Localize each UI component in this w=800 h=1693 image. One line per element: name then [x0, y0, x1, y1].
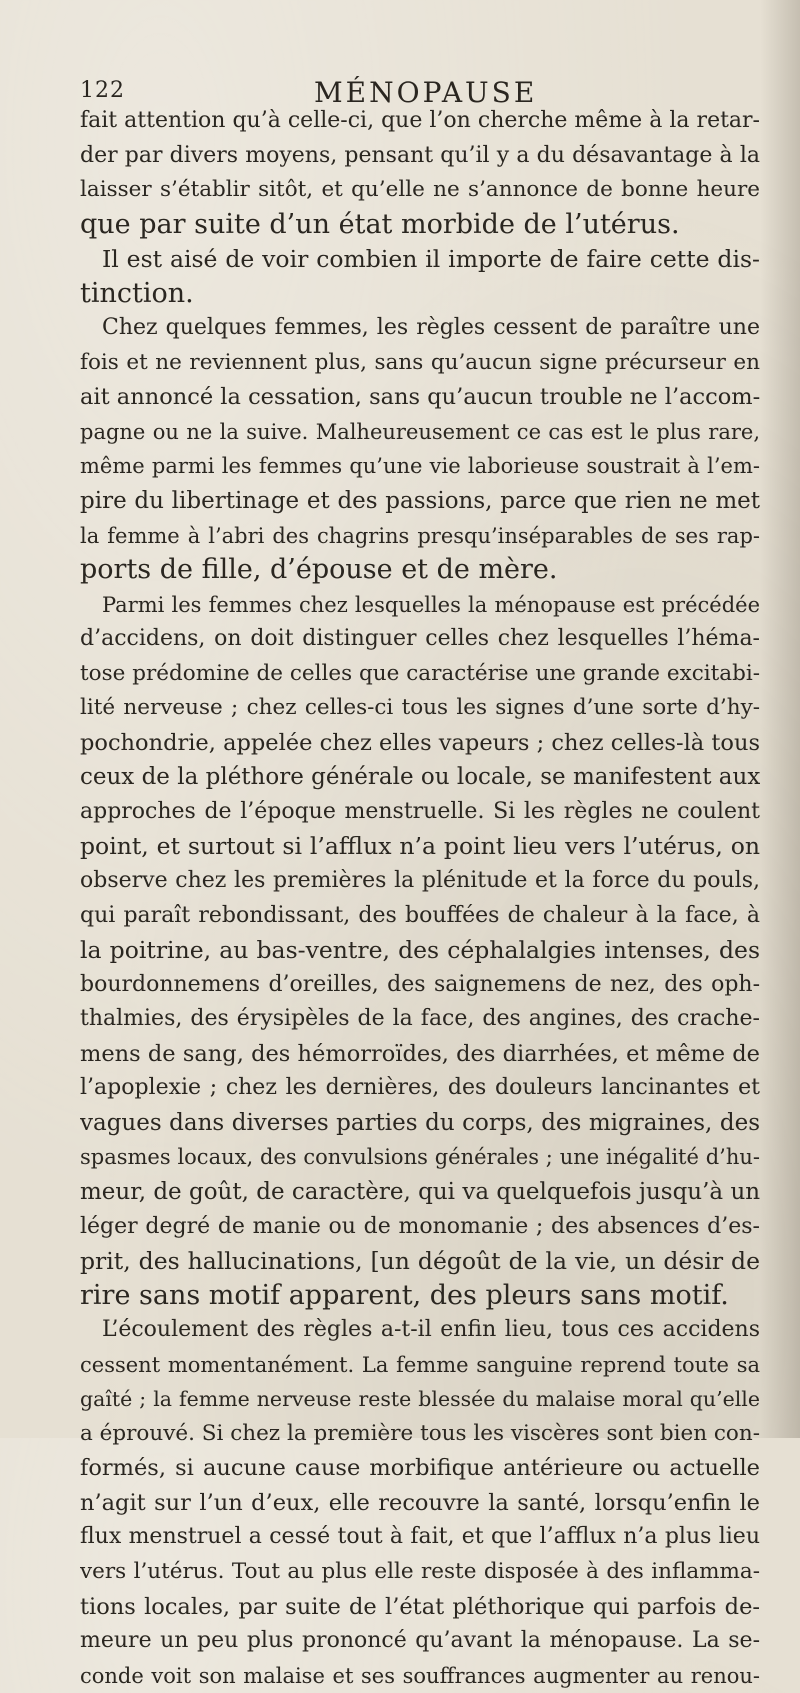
text-line: meur, de goût, de caractère, qui va quelquefois jusqu’à un	[80, 1178, 760, 1205]
text-line: tinction.	[80, 277, 194, 309]
text-line: Il est aisé de voir combien il importe de faire cette dis-	[102, 245, 760, 274]
text-line: L’écoulement des règles a-t-il enfin lieu, tous ces accidens	[102, 1317, 760, 1343]
text-line: der par divers moyens, pensant qu’il y a du désavantage à la	[80, 142, 760, 168]
text-line: d’accidens, on doit distinguer celles chez lesquelles l’héma-	[80, 626, 760, 652]
text-line: ports de fille, d’épouse et de mère.	[80, 554, 558, 586]
text-line: conde voit son malaise et ses souffrances augmenter au renou-	[80, 1663, 760, 1688]
text-line: spasmes locaux, des convulsions générales ; une inégalité d’hu-	[80, 1145, 760, 1170]
text-line: tions locales, par suite de l’état pléthorique qui parfois de-	[80, 1593, 760, 1620]
text-line: meure un peu plus prononcé qu’avant la ménopause. La se-	[80, 1628, 760, 1654]
text-line: fois et ne reviennent plus, sans qu’aucun signe précurseur en	[80, 349, 760, 375]
text-line: bourdonnemens d’oreilles, des saignemens de nez, des oph-	[80, 971, 760, 997]
text-line: vagues dans diverses parties du corps, des migraines, des	[80, 1109, 760, 1136]
text-line: la poitrine, au bas-ventre, des céphalalgies intenses, des	[80, 936, 760, 965]
text-line: léger degré de manie ou de monomanie ; des absences d’es-	[80, 1213, 760, 1239]
text-line: fait attention qu’à celle-ci, que l’on cherche même à la retar-	[80, 108, 760, 133]
text-line: laisser s’établir sitôt, et qu’elle ne s’annonce de bonne heure	[80, 177, 760, 203]
text-line: prit, des hallucinations, [un dégoût de la vie, un désir de	[80, 1247, 760, 1276]
text-line: l’apoplexie ; chez les dernières, des douleurs lancinantes et	[80, 1075, 760, 1101]
text-line: a éprouvé. Si chez la première tous les viscères sont bien con-	[80, 1420, 760, 1446]
text-line: gaîté ; la femme nerveuse reste blessée du malaise moral qu’elle	[80, 1387, 760, 1412]
text-line: qui paraît rebondissant, des bouffées de chaleur à la face, à	[80, 902, 760, 928]
text-line: tose prédomine de celles que caractérise une grande excitabi-	[80, 660, 760, 686]
text-line: formés, si aucune cause morbifique antérieure ou actuelle	[80, 1455, 760, 1482]
text-line: même parmi les femmes qu’une vie laborieuse soustrait à l’em-	[80, 454, 760, 479]
body-text	[80, 104, 760, 1693]
text-line: thalmies, des érysipèles de la face, des angines, des crache-	[80, 1006, 760, 1032]
text-line: cessent momentanément. La femme sanguine reprend toute sa	[80, 1352, 760, 1377]
page-number: 122	[80, 78, 125, 103]
text-line: observe chez les premières la plénitude et la force du pouls,	[80, 868, 760, 894]
text-line: ceux de la pléthore générale ou locale, se manifestent aux	[80, 764, 760, 791]
text-line: que par suite d’un état morbide de l’utérus.	[80, 208, 680, 240]
text-line: rire sans motif apparent, des pleurs sans motif.	[80, 1279, 729, 1311]
text-line: vers l’utérus. Tout au plus elle reste disposée à des inflamma-	[80, 1558, 760, 1584]
text-line: approches de l’époque menstruelle. Si les règles ne coulent	[80, 798, 760, 824]
text-line: flux menstruel a cessé tout à fait, et que l’afflux n’a plus lieu	[80, 1524, 760, 1550]
text-line: point, et surtout si l’afflux n’a point lieu vers l’utérus, on	[80, 832, 760, 861]
text-line: Parmi les femmes chez lesquelles la ménopause est précédée	[102, 592, 760, 617]
text-line: mens de sang, des hémorroïdes, des diarrhées, et même de	[80, 1040, 760, 1067]
text-line: pochondrie, appelée chez elles vapeurs ; chez celles-là tous	[80, 729, 760, 756]
text-line: pire du libertinage et des passions, parce que rien ne met	[80, 488, 760, 515]
text-line: lité nerveuse ; chez celles-ci tous les signes d’une sorte d’hy-	[80, 695, 760, 721]
text-line: ait annoncé la cessation, sans qu’aucun trouble ne l’accom-	[80, 384, 760, 411]
running-title: MÉNOPAUSE	[314, 76, 538, 109]
page-edge-shadow	[760, 0, 800, 1438]
text-line: la femme à l’abri des chagrins presqu’inséparables de ses rap-	[80, 523, 760, 548]
text-line: pagne ou ne la suive. Malheureusement ce cas est le plus rare,	[80, 419, 760, 444]
text-line: Chez quelques femmes, les règles cessent de paraître une	[102, 315, 760, 341]
text-line: n’agit sur l’un d’eux, elle recouvre la santé, lorsqu’enfin le	[80, 1489, 760, 1516]
